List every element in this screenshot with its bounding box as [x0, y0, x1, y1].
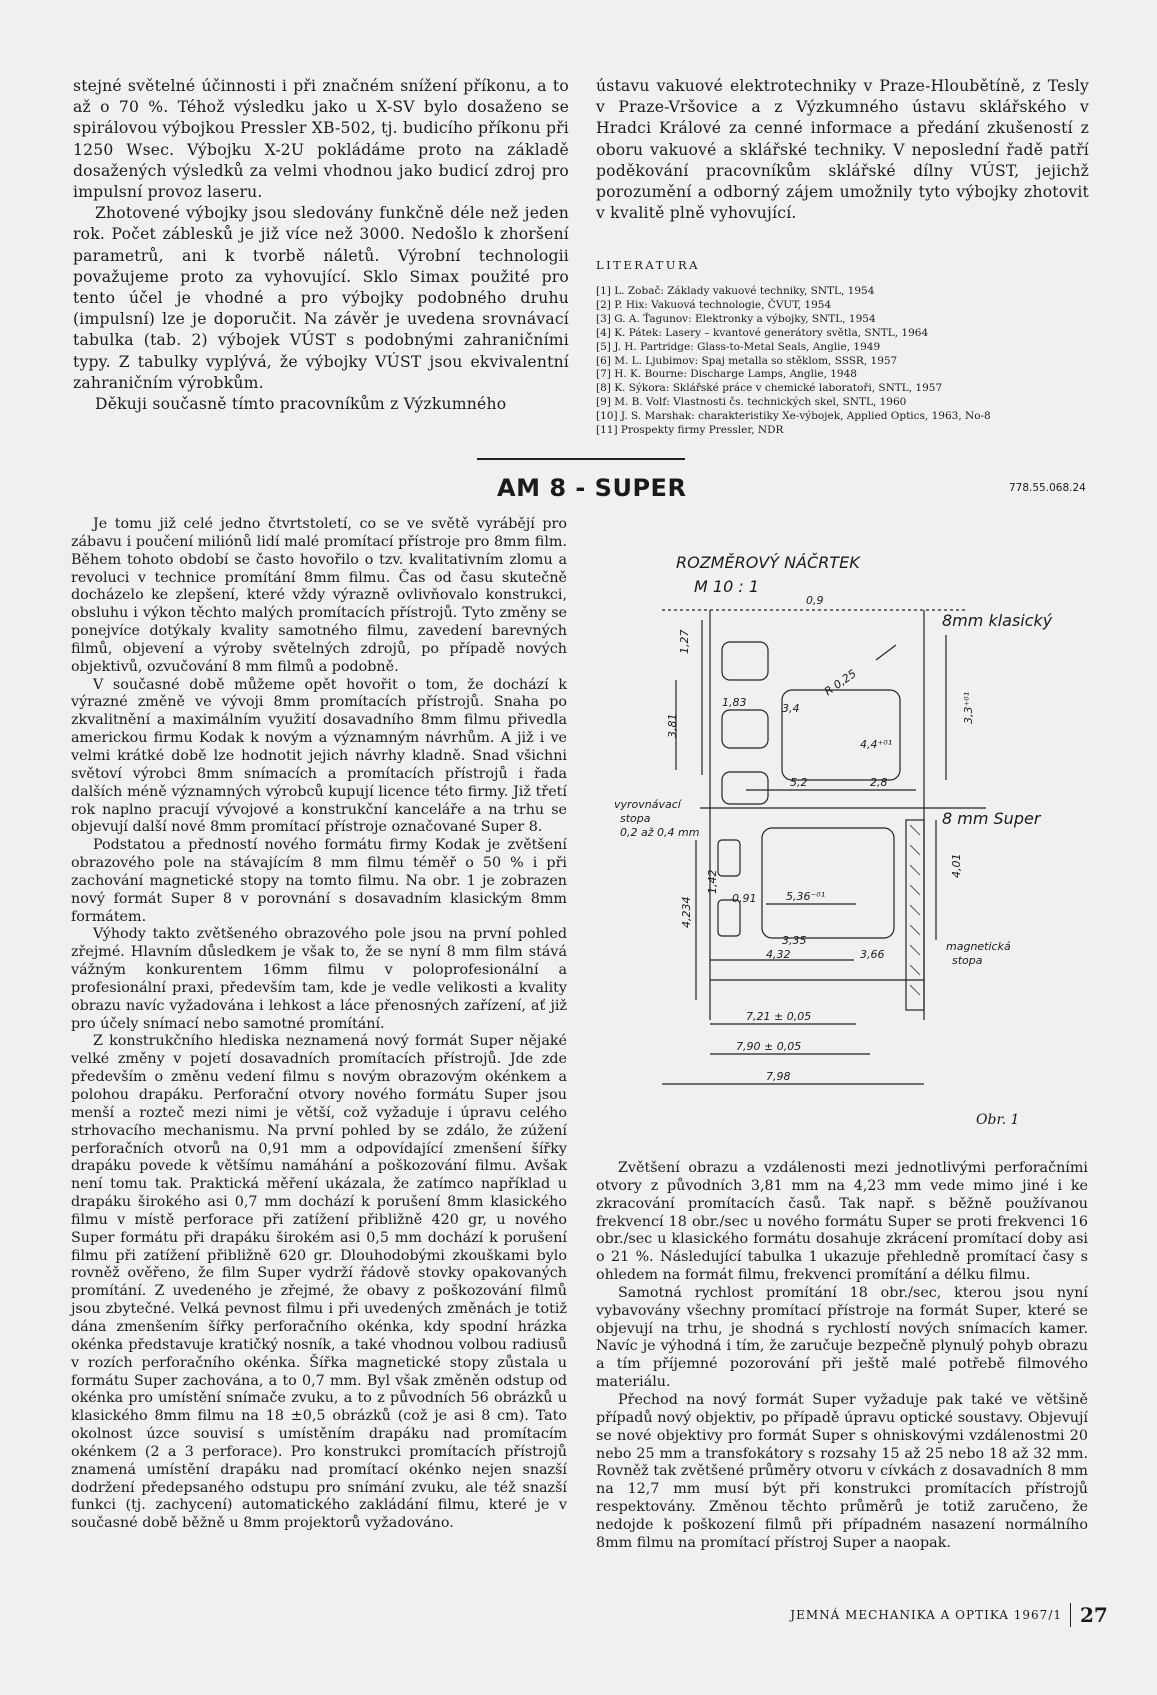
article-code: 778.55.068.24 [1009, 482, 1086, 494]
paragraph: stejné světelné účinnosti i při značném snížení příkonu, a to až o 70 %. Téhož výsledku jako u X-SV bylo dosaženo se spirálovou výbojkou Pressler XB-502, tj. budicího příkonu při 1250 Wsec. Výbojku X-2U pokládáme proto na základě dosažených výsledků za velmi vhodnou jako budicí zdroj pro impulsní provoz laseru. [73, 77, 569, 202]
page-number: 27 [1080, 1603, 1108, 1627]
label-alignment-track: vyrovnávací [614, 798, 681, 811]
dim-label: 4,32 [766, 948, 791, 961]
literature-item: [6] M. L. Ljubimov: Spaj metalla so stěklom, SSSR, 1957 [596, 354, 898, 367]
paragraph: Samotná rychlost promítání 18 obr./sec, kterou jsou nyní vybavovány všechny promítací přístroje na formát Super, které se objevují na trhu, je shodná s rychlostí nových snímacích kamer. Navíc je výhodná i tím, že zaručuje bezpečně plynulý pohyb obrazu a tím příjemné pozorování při ještě malé potřebě filmového materiálu. [596, 1284, 1088, 1391]
literature-item: [10] J. S. Marshak: charakteristiky Xe-výbojek, Applied Optics, 1963, No-8 [596, 410, 991, 423]
literature-item: [3] G. A. Ťagunov: Elektronky a výbojky, SNTL, 1954 [596, 312, 876, 325]
article-title: AM 8 - SUPER [497, 474, 687, 502]
top-right-column [596, 76, 1089, 224]
paragraph: Z konstrukčního hlediska neznamená nový formát Super nějaké velké změny v pojetí dosavadních promítacích přístrojů. Jde zde především o změnu vedení filmu s novým obrazovým okénkem a polohou drapáku. Perforační otvory nového formátu Super jsou menší a rozteč mezi nimi je větší, což vyžaduje i úpravu celého strhovacího mechanismu. Na první pohled by se zdálo, že zúžení perforačních otvorů na 0,91 mm a odpovídající zmenšení šířky drapáku povede k většímu namáhání a poškozování filmu. Avšak není tomu tak. Praktická měření ukázala, že zatímco například u drapáku širokého asi 0,7 mm dochází k porušení 8mm klasického filmu v místě perforace při zatížení přibližně 420 gr, u nového Super formátu při drapáku širokém asi 0,5 mm dochází k porušení filmu při zatížení přibližně 620 gr. Dlouhodobými zkouškami bylo rovněž ověřeno, že film Super vydrží řádově stovky opakovaných promítání. Z uvedeného je zřejmé, že obavy z poškozování filmů jsou zbytečné. Velká pevnost filmu i při uvedených změnách je totiž dána zmenšením šířky perforačního okénka, kdy spodní hrázka okénka představuje kratičký nosník, a také vhodnou volbou radiusů v rozích perforačního okénka. Šířka magnetické stopy zůstala u formátu Super zachována, a to 0,7 mm. Byl však změněn odstup od okénka pro umístění snímače zvuku, a to z původních 56 obrázků u klasického 8mm filmu na 18 ±0,5 obrázků (což je asi 8 cm). Tato okolnost úzce souvisí s umístěním drapáku nad promítacím okénkem (2 a 3 perforace). Pro konstrukci promítacích přístrojů znamená umístění drapáku nad promítací okénko nejen snazší dodržení předepsaného odstupu pro snímání zvuku, ale též snazší funkci (tj. zachycení) automatického zakládání filmu, které je v současné době běžně u 8mm projektorů vyžadováno. [71, 1033, 567, 1532]
paragraph: Zhotovené výbojky jsou sledovány funkčně déle než jeden rok. Počet záblesků je již více než 3000. Nedošlo k zhoršení parametrů, ani k tvorbě náletů. Výrobní technologii považujeme proto za vyhovující. Sklo Simax použité pro tento účel je vhodné a pro výbojky podobného druhu (impulsní) lze je doporučit. Na závěr je uvedena srovnávací tabulka (tab. 2) výbojek VÚST s podobnými zahraničními typy. Z tabulky vyplývá, že výbojky VÚST jsou ekvivalentní zahraničním výrobkům. [73, 204, 569, 392]
dim-label: 1,83 [722, 696, 747, 709]
dim-label: 7,98 [766, 1070, 791, 1083]
paragraph: Je tomu již celé jedno čtvrtstoletí, co se ve světě vyrábějí pro zábavu i poučení miliónů lidí malé promítací přístroje pro 8mm film. Během tohoto období se často hovořilo o tzv. kvalitativním zlomu a revoluci v technice promítání 8mm filmu. Čas od času skutečně docházelo ke zlepšení, které vždy výrazně ovlivňovalo konstrukci, obsluhu i výkon těchto malých promítacích přístrojů. Tyto změny se ponejvíce dotýkaly kvality samotného filmu, zavedení barevných filmů, objevení a výroby světelných zdrojů, po případě nových objektivů, ozvučování 8 mm filmů a podobně. [71, 516, 567, 675]
dim-label: 1,42 [706, 869, 719, 894]
journal-name: JEMNÁ MECHANIKA A OPTIKA 1967/1 [790, 1608, 1062, 1622]
literature-item: [1] L. Zobač: Základy vakuové techniky, SNTL, 1954 [596, 285, 875, 297]
literature-list [596, 285, 1096, 438]
dim-label: 7,90 ± 0,05 [736, 1040, 802, 1053]
dim-label: 7,21 ± 0,05 [746, 1010, 812, 1023]
literature-heading: LITERATURA [596, 258, 700, 272]
dim-label: 0,91 [732, 892, 757, 905]
dim-label: 3,4 [782, 702, 800, 715]
dim-label: 3,66 [860, 948, 885, 961]
paragraph: Podstatou a předností nového formátu firmy Kodak je zvětšení obrazového pole na stávajícím 8 mm filmu téměř o 50 % i při zachování magnetické stopy na tomto filmu. Na obr. 1 je zobrazen nový formát Super 8 v porovnání s dosavadním klasickým 8mm formátem. [71, 837, 567, 925]
dim-label: 4,234 [680, 896, 693, 928]
article-right-column [596, 1160, 1088, 1553]
figure-scale: M 10 : 1 [694, 577, 759, 596]
paragraph: V současné době můžeme opět hovořit o tom, že dochází k výrazné změně ve vývoji 8mm promítacích přístrojů. Snaha po zkvalitnění a maximálním využití dosavadního 8mm filmu přivedla americkou firmu Kodak k novým a významným návrhům. A již i ve velmi krátké době lze hodnotit jejich návrhy kladně. Snad všichni světoví výrobci 8mm snímacích a promítacích přístrojů i řada dalších méně významných výrobců kupují licence této firmy. Již třetí rok naplno pracují vývojové a konstrukční kanceláře a na trhu se objevují další nové 8mm promítací přístroje označované Super 8. [71, 676, 567, 836]
literature-item: [8] K. Sýkora: Sklářské práce v chemické laboratoři, SNTL, 1957 [596, 382, 943, 395]
dim-label: 5,36⁻⁰¹ [786, 890, 826, 903]
dim-label: R 0,25 [822, 667, 859, 699]
dim-label: 1,27 [678, 629, 691, 654]
paragraph: Zvětšení obrazu a vzdálenosti mezi jednotlivými perforačními otvory z původních 3,81 mm na 4,23 mm vede mimo jiné i ke zkracování promítacích časů. Tak např. s běžně používanou frekvencí 18 obr./sec u nového formátu Super se proti frekvenci 16 obr./sec u klasického formátu dosahuje zkrácení promítací doby asi o 21 %. Následující tabulka 1 ukazuje přehledně promítací časy s ohledem na formát filmu, frekvenci promítání a délku filmu. [596, 1160, 1088, 1284]
literature-item: [5] J. H. Partridge: Glass-to-Metal Seals, Anglie, 1949 [596, 340, 881, 353]
figure-title: ROZMĚROVÝ NÁČRTEK [676, 553, 860, 572]
footer-divider [1070, 1603, 1071, 1627]
label-magnetic-track-2: stopa [952, 954, 983, 967]
dim-label: 3,35 [782, 934, 807, 947]
dim-label: 3,3⁺⁰¹ [962, 691, 975, 724]
paragraph: Přechod na nový formát Super vyžaduje pak také ve většině případů nový objektiv, po případě úpravu optické soustavy. Objevují se nové objektivy pro formát Super s ohniskovými vzdálenostmi 20 nebo 25 mm a transfokátory s rozsahy 15 až 25 nebo 18 až 32 mm. Rovněž tak zvětšené průměry otvoru v cívkách z dosavadních 8 mm na 12,7 mm musí být při konstrukci promítacích přístrojů respektovány. Změnou těchto průměrů je totiž zaručeno, že nedojde k poškození filmů při případném nasazení normálního 8mm filmu na promítací přístroj Super a naopak. [596, 1391, 1088, 1551]
dim-label: 4,01 [950, 853, 963, 878]
label-alignment-track-2: stopa [620, 812, 651, 825]
label-magnetic-track: magnetická [946, 940, 1011, 953]
literature-item: [2] P. Hix: Vakuová technologie, ČVUT, 1954 [596, 298, 832, 311]
dim-label: 0,9 [806, 594, 824, 607]
dim-label: 2,8 [870, 776, 888, 789]
dimension-drawing [606, 540, 1090, 1138]
top-left-column [73, 76, 569, 415]
paragraph: ústavu vakuové elektrotechniky v Praze-Hloubětíně, z Tesly v Praze-Vršovice a z Výzkumného ústavu sklářského v Hradci Králové za cenné informace a předání zkušeností z oboru vakuové a sklářské techniky. V neposlední řadě patří poděkování pracovníkům sklářské dílny VÚST, jejichž porozumění a odborný zájem umožnily tyto výbojky zhotovit v kvalitě plně vyhovující. [596, 77, 1089, 223]
paragraph: Výhody takto zvětšeného obrazového pole jsou na první pohled zřejmé. Hlavním důsledkem je však to, že se nyní 8 mm film stává vážným konkurentem 16mm filmu v poloprofesionální a profesionální praxi, především tam, kde je vedle velikosti a kvality obrazu navíc vyžadována i lehkost a láce přenosných zařízení, ať již pro účely snímací nebo samotné promítání. [71, 926, 567, 1032]
section-divider [477, 458, 685, 460]
label-alignment-track-3: 0,2 až 0,4 mm [620, 826, 700, 839]
paragraph: Děkuji současně tímto pracovníkům z Výzkumného [95, 395, 507, 414]
label-super-format: 8 mm Super [942, 809, 1041, 828]
dim-label: 5,2 [790, 776, 808, 789]
label-classic-format: 8mm klasický [942, 611, 1053, 630]
dim-label: 3,81 [666, 713, 679, 738]
literature-item: [11] Prospekty firmy Pressler, NDR [596, 424, 784, 437]
literature-item: [7] H. K. Bourne: Discharge Lamps, Anglie, 1948 [596, 368, 857, 381]
article-left-column [71, 516, 567, 1533]
literature-item: [4] K. Pátek: Lasery – kvantové generátory světla, SNTL, 1964 [596, 326, 929, 339]
literature-item: [9] M. B. Volf: Vlastnosti čs. technických skel, SNTL, 1960 [596, 396, 907, 409]
dim-label: 4,4⁺⁰¹ [860, 738, 893, 751]
figure-caption: Obr. 1 [976, 1112, 1020, 1128]
